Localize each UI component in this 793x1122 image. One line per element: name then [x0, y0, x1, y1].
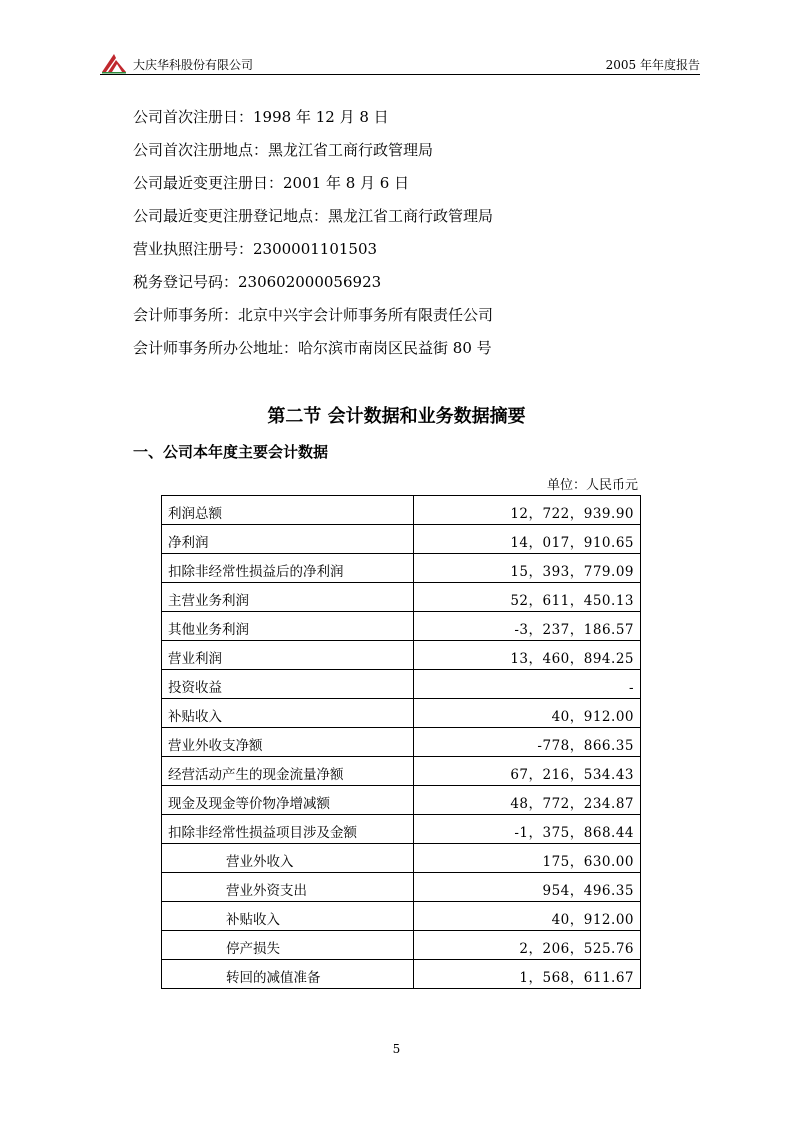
row-label: 经营活动产生的现金流量净额	[162, 757, 414, 786]
row-label: 停产损失	[162, 931, 414, 960]
row-label: 扣除非经常性损益项目涉及金额	[162, 815, 414, 844]
info-line: 公司首次注册地点：黑龙江省工商行政管理局	[133, 141, 434, 159]
info-line: 会计师事务所办公地址：哈尔滨市南岗区民益街 80 号	[133, 339, 492, 357]
row-value: 954，496.35	[414, 873, 641, 902]
row-value: 12，722，939.90	[414, 496, 641, 525]
row-value: 40，912.00	[414, 699, 641, 728]
company-name: 大庆华科股份有限公司	[133, 58, 254, 72]
section-title: 第二节 会计数据和业务数据摘要	[267, 406, 526, 427]
row-value: 14，017，910.65	[414, 525, 641, 554]
row-value: -	[414, 670, 641, 699]
row-label: 补贴收入	[162, 902, 414, 931]
page-number: 5	[392, 1042, 401, 1056]
header-divider	[100, 74, 700, 75]
row-label: 扣除非经常性损益后的净利润	[162, 554, 414, 583]
row-label: 补贴收入	[162, 699, 414, 728]
row-value: 1，568，611.67	[414, 960, 641, 989]
row-value: -3，237，186.57	[414, 612, 641, 641]
accounting-data-table	[161, 495, 641, 989]
table-row	[162, 583, 641, 612]
table-row	[162, 960, 641, 989]
table-row	[162, 757, 641, 786]
table-row	[162, 525, 641, 554]
table-row	[162, 844, 641, 873]
row-label: 主营业务利润	[162, 583, 414, 612]
table-row	[162, 931, 641, 960]
row-value: 48，772，234.87	[414, 786, 641, 815]
info-line: 营业执照注册号：2300001101503	[133, 240, 378, 258]
info-line: 公司最近变更注册日：2001 年 8 月 6 日	[133, 174, 410, 192]
row-label: 营业利润	[162, 641, 414, 670]
row-label: 营业外收入	[162, 844, 414, 873]
table-row	[162, 496, 641, 525]
row-label: 营业外收支净额	[162, 728, 414, 757]
table-row	[162, 670, 641, 699]
table-row	[162, 554, 641, 583]
row-value: -778，866.35	[414, 728, 641, 757]
row-label: 营业外资支出	[162, 873, 414, 902]
info-line: 公司首次注册日：1998 年 12 月 8 日	[133, 108, 389, 126]
row-label: 转回的减值准备	[162, 960, 414, 989]
row-label: 投资收益	[162, 670, 414, 699]
row-value: 52，611，450.13	[414, 583, 641, 612]
row-value: -1，375，868.44	[414, 815, 641, 844]
row-label: 其他业务利润	[162, 612, 414, 641]
row-label: 现金及现金等价物净增减额	[162, 786, 414, 815]
row-value: 13，460，894.25	[414, 641, 641, 670]
row-label: 利润总额	[162, 496, 414, 525]
row-value: 67，216，534.43	[414, 757, 641, 786]
table-row	[162, 641, 641, 670]
info-line: 税务登记号码：230602000056923	[133, 273, 382, 291]
info-line: 公司最近变更注册登记地点：黑龙江省工商行政管理局	[133, 207, 494, 225]
report-title: 2005 年年度报告	[605, 58, 700, 72]
company-info	[133, 106, 693, 370]
table-row	[162, 873, 641, 902]
row-value: 175，630.00	[414, 844, 641, 873]
row-label: 净利润	[162, 525, 414, 554]
table-row	[162, 902, 641, 931]
page-header	[100, 50, 700, 76]
table-row	[162, 815, 641, 844]
row-value: 15，393，779.09	[414, 554, 641, 583]
table-row	[162, 612, 641, 641]
table-row	[162, 728, 641, 757]
currency-unit: 单位：人民币元	[546, 478, 638, 493]
row-value: 40，912.00	[414, 902, 641, 931]
table-row	[162, 786, 641, 815]
subsection-title: 一、公司本年度主要会计数据	[133, 443, 329, 461]
company-logo-icon	[100, 52, 128, 74]
info-line: 会计师事务所：北京中兴宇会计师事务所有限责任公司	[133, 306, 494, 324]
row-value: 2，206，525.76	[414, 931, 641, 960]
table-row	[162, 699, 641, 728]
